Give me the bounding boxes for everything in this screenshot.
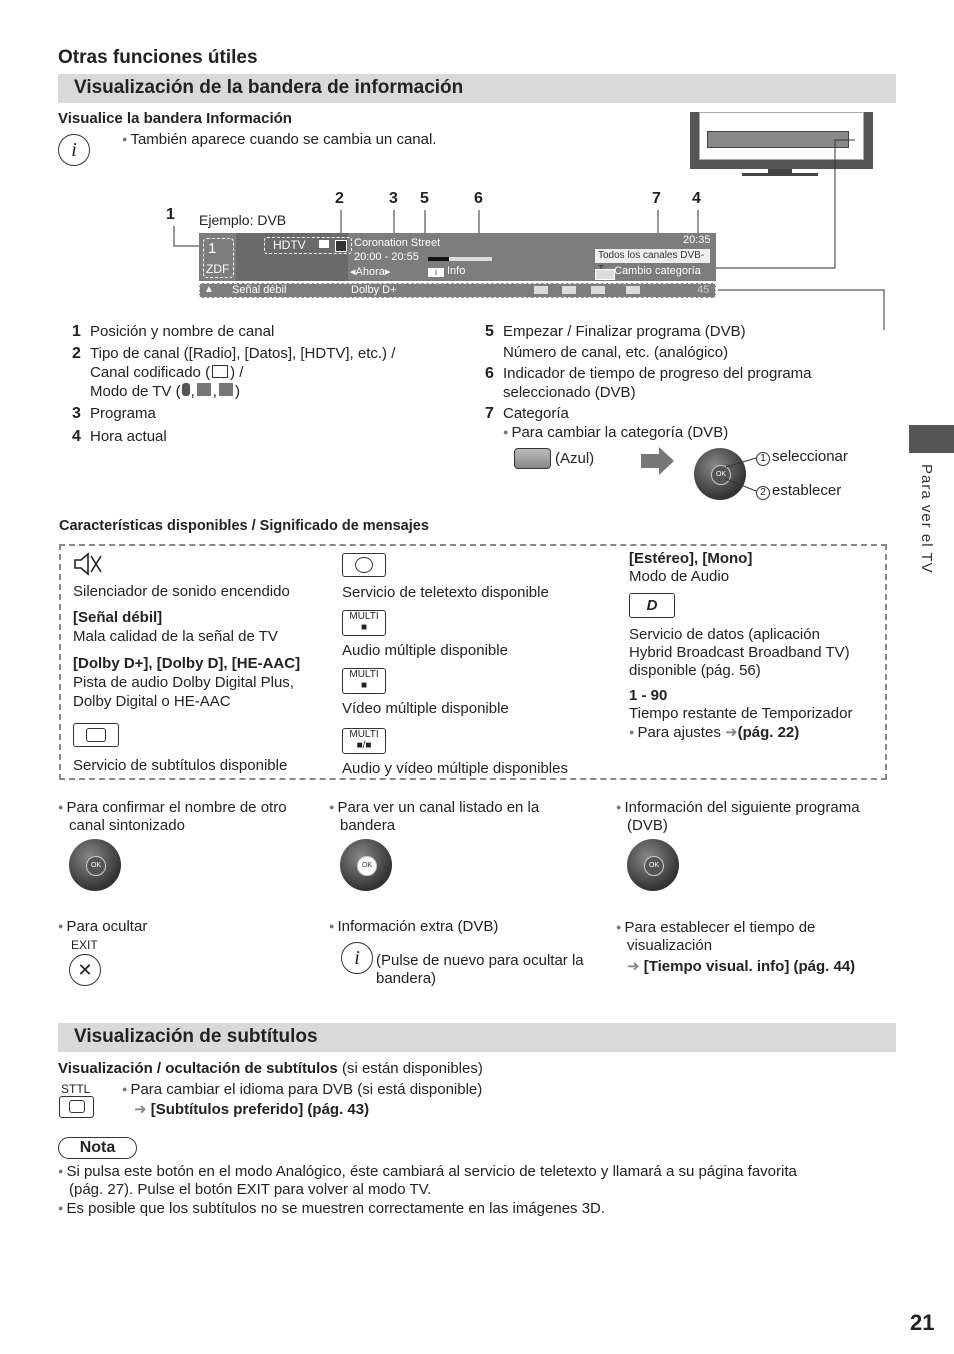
- nota-list: [58, 1162, 898, 1218]
- timer-settings-text: Para ajustes: [637, 724, 721, 741]
- info-banner: [199, 233, 716, 281]
- info-label: Info: [447, 265, 466, 277]
- tip-text: (Pulse de nuevo para ocultar la: [376, 952, 584, 969]
- list-text: Canal codificado (: [90, 364, 211, 381]
- channel-type: HDTV: [273, 238, 306, 252]
- tip-display-time: [616, 918, 896, 955]
- category-label: Todos los canales DVB-: [595, 249, 710, 263]
- info-button-icon: i: [58, 134, 90, 166]
- info-button-icon: i: [341, 942, 373, 974]
- step-text: seleccionar: [772, 448, 848, 465]
- sttl-button-icon: [59, 1096, 94, 1118]
- dolby-title: [Dolby D+], [Dolby D], [HE-AAC]: [73, 655, 301, 672]
- list-text: Posición y nombre de canal: [90, 323, 275, 340]
- tip-text: Información del siguiente programa: [624, 799, 860, 816]
- stereo-desc: Modo de Audio: [629, 568, 730, 585]
- multi-video-icon: MULTI ■: [342, 668, 386, 694]
- program-name: Coronation Street: [354, 237, 441, 249]
- section-title: Otras funciones útiles: [58, 47, 258, 68]
- sttl-label: STTL: [61, 1082, 91, 1096]
- list-item: [72, 427, 472, 446]
- subtitle-desc: Servicio de subtítulos disponible: [73, 757, 288, 774]
- weak-signal-title: [Señal débil]: [73, 609, 163, 626]
- dpad-ok-icon: [340, 839, 392, 891]
- step-set: [756, 482, 841, 500]
- list-text-line: [90, 363, 472, 382]
- tip-listed-channel: [329, 798, 589, 835]
- link-text[interactable]: [Subtítulos preferido] (pág. 43): [150, 1101, 370, 1118]
- arrow-right-icon: [641, 447, 675, 475]
- encrypted-icon: [319, 240, 329, 248]
- channel-name: ZDF: [206, 262, 230, 276]
- example-label: Ejemplo: DVB: [199, 212, 287, 228]
- multi-mini-icon: [591, 286, 605, 294]
- ok-button-icon: OK: [357, 856, 377, 876]
- left-list: [72, 322, 472, 446]
- exit-label: EXIT: [71, 938, 98, 952]
- header-bar: [58, 1023, 896, 1052]
- list-text: ,: [190, 383, 195, 400]
- timer-settings: [629, 723, 879, 742]
- clock: 20:35: [683, 234, 711, 246]
- list-text: Categoría: [503, 405, 569, 422]
- tip-text: (DVB): [627, 817, 668, 834]
- tv-mode-icon: [335, 240, 347, 252]
- nota-text: Si pulsa este botón en el modo Analógico, éste cambiará al servicio de teletexto y llamará a su página favorita: [66, 1163, 797, 1180]
- subs-link[interactable]: [134, 1100, 369, 1118]
- tip-hide: ● Para ocultar: [58, 918, 147, 935]
- stereo-title: [Estéreo], [Mono]: [629, 550, 753, 567]
- multi-av-desc: Audio y vídeo múltiple disponibles: [342, 760, 568, 777]
- mute-desc: Silenciador de sonido encendido: [73, 583, 290, 600]
- tip-extra-info: ● Información extra (DVB): [329, 918, 498, 935]
- data-desc: Servicio de datos (aplicación: [629, 626, 820, 643]
- list-item: [485, 322, 885, 362]
- info-button-mini-icon: i: [428, 268, 444, 277]
- mute-mini-icon: ▲: [204, 284, 214, 295]
- tip-text: Para ver un canal listado en la: [337, 799, 540, 816]
- tip-text: bandera): [376, 970, 437, 987]
- signal-status: Señal débil: [232, 284, 287, 296]
- callout-2: 2: [335, 190, 344, 207]
- teletext-mini-icon: [562, 286, 576, 294]
- data-service-icon: D: [629, 593, 675, 618]
- tip-text: canal sintonizado: [69, 817, 185, 834]
- subtitle-mini-icon: [534, 286, 548, 294]
- change-category: Cambio categoría: [614, 265, 701, 277]
- features-col3: [629, 550, 879, 742]
- side-tab-marker: [909, 425, 954, 453]
- arrow-icon: ➜: [725, 724, 738, 741]
- tip-extra-info-detail: [376, 952, 606, 988]
- step-select: [756, 448, 848, 466]
- tip-text: bandera: [340, 817, 396, 834]
- multi-audio-desc: Audio múltiple disponible: [342, 642, 508, 659]
- list-text: ) /: [230, 364, 244, 381]
- ok-button-icon: OK: [711, 465, 731, 485]
- radio-mode-icon: [219, 383, 233, 396]
- header-title: Visualización de subtítulos: [74, 1026, 318, 1047]
- subs-title-bold: Visualización / ocultación de subtítulos: [58, 1060, 338, 1077]
- azul-label: (Azul): [555, 450, 595, 467]
- arrow-icon: ➜: [627, 958, 640, 975]
- list-text: ,: [212, 383, 217, 400]
- list-text: Indicador de tiempo de progreso del programa: [503, 365, 812, 382]
- list-item: [485, 364, 885, 402]
- subs-title-rest: (si están disponibles): [337, 1060, 483, 1077]
- blue-button-mini-icon: [595, 269, 615, 280]
- list-text: Programa: [90, 405, 156, 422]
- timer-desc: Tiempo restante de Temporizador: [629, 705, 853, 722]
- subs-bullet: ● Para cambiar el idioma para DVB (si está disponible): [122, 1081, 482, 1098]
- subtitle-icon: [73, 723, 119, 747]
- list-number: 6: [485, 365, 494, 382]
- list-text: ● Para cambiar la categoría (DVB): [503, 423, 885, 442]
- status-strip: [199, 283, 716, 298]
- link-text[interactable]: [Tiempo visual. info] (pág. 44): [643, 958, 856, 975]
- callout-1: 1: [166, 206, 175, 223]
- multi-label: MULTI: [349, 611, 379, 622]
- blue-button-icon: [514, 448, 551, 469]
- subs-title: [58, 1060, 483, 1077]
- now-text: Ahora: [355, 266, 385, 278]
- dolby-desc: Pista de audio Dolby Digital Plus,: [73, 674, 294, 691]
- list-item: [485, 404, 885, 442]
- list-item: [72, 322, 472, 341]
- progress-fill: [428, 257, 449, 261]
- right-list: [485, 322, 885, 442]
- teletext-desc: Servicio de teletexto disponible: [342, 584, 549, 601]
- callout-3: 3: [389, 190, 398, 207]
- dpad-up-down-icon: [69, 839, 121, 891]
- encrypted-icon: [212, 365, 228, 378]
- channel-number: 1: [208, 240, 217, 257]
- side-tab-label: Para ver el TV: [918, 464, 935, 574]
- callout-7: 7: [652, 190, 661, 207]
- tip-text: Para establecer el tiempo de: [624, 919, 816, 936]
- dolby-desc: Dolby Digital o HE-AAC: [73, 693, 231, 710]
- dpad-leader-lines: [720, 455, 760, 495]
- data-desc: disponible (pág. 56): [629, 662, 761, 679]
- list-number: 7: [485, 405, 494, 422]
- multi-video-desc: Vídeo múltiple disponible: [342, 700, 509, 717]
- ok-button-icon: OK: [644, 856, 664, 876]
- tip-display-time-link[interactable]: [627, 957, 855, 975]
- page-number: 21: [910, 1310, 935, 1335]
- list-number: 3: [72, 405, 81, 422]
- mute-icon: [73, 551, 103, 577]
- tv-mode-icon: [182, 383, 190, 396]
- list-text: seleccionado (DVB): [503, 384, 636, 401]
- list-text: Modo de TV (: [90, 383, 181, 400]
- multi-label: MULTI: [349, 669, 379, 680]
- multi-av-icon: MULTI ■/■: [342, 728, 386, 754]
- nota-text: Es posible que los subtítulos no se muestren correctamente en las imágenes 3D.: [66, 1200, 606, 1217]
- list-item: [72, 404, 472, 423]
- tip-text: Para confirmar el nombre de otro: [66, 799, 287, 816]
- list-text: Número de canal, etc. (analógico): [503, 344, 729, 361]
- multi-label: MULTI: [349, 729, 379, 740]
- features-col2: [342, 553, 612, 778]
- list-number: 5: [485, 323, 494, 340]
- now-label: ◂Ahora▸: [350, 266, 391, 278]
- exit-button-icon: ✕: [69, 954, 101, 986]
- nota-label: Nota: [58, 1137, 137, 1159]
- timer-title: 1 - 90: [629, 687, 668, 704]
- intro-note: ● También aparece cuando se cambia un canal.: [122, 131, 436, 148]
- callout-4: 4: [692, 190, 701, 207]
- list-number: 2: [72, 345, 81, 362]
- list-text: Hora actual: [90, 428, 167, 445]
- callout-5: 5: [420, 190, 429, 207]
- list-number: 1: [72, 323, 81, 340]
- multi-audio-icon: MULTI ■: [342, 610, 386, 636]
- audio-status: Dolby D+: [351, 284, 397, 296]
- features-title: Características disponibles / Significado de mensajes: [59, 518, 429, 534]
- nota-item: [58, 1199, 898, 1218]
- ok-button-icon: OK: [86, 856, 106, 876]
- step-number: 1: [756, 452, 770, 466]
- list-text: Empezar / Finalizar programa (DVB): [503, 323, 746, 340]
- list-text: ): [234, 383, 240, 400]
- step-text: establecer: [772, 482, 842, 499]
- channel-type-box: [264, 237, 352, 254]
- progress-track: [428, 257, 492, 261]
- nota-text: (pág. 27). Pulse el botón EXIT para volver al modo TV.: [69, 1181, 432, 1198]
- list-text-line: [90, 382, 472, 401]
- list-number: 4: [72, 428, 81, 445]
- header-title: Visualización de la bandera de información: [74, 77, 464, 98]
- step-number: 2: [756, 486, 770, 500]
- tip-next-program: [616, 798, 896, 835]
- data-mini-icon: [626, 286, 640, 294]
- features-col1: [73, 551, 333, 775]
- data-desc: Hybrid Broadcast Broadband TV): [629, 644, 850, 661]
- tip-other-channel: [58, 798, 318, 835]
- list-item: [72, 344, 472, 401]
- dpad-right-icon: [627, 839, 679, 891]
- list-text: Tipo de canal ([Radio], [Datos], [HDTV], etc.) /: [90, 345, 396, 362]
- arrow-icon: ➜: [134, 1101, 147, 1118]
- timer-page-link[interactable]: (pág. 22): [737, 724, 800, 741]
- data-mode-icon: [197, 383, 211, 396]
- teletext-icon: [342, 553, 386, 577]
- weak-signal-desc: Mala calidad de la señal de TV: [73, 628, 278, 645]
- intro-title: Visualice la bandera Información: [58, 110, 292, 127]
- callout-6: 6: [474, 190, 483, 207]
- tip-text: visualización: [627, 937, 713, 954]
- channel-position-box: [203, 238, 234, 278]
- timer-status: 45: [697, 284, 710, 296]
- nota-item: [58, 1162, 898, 1199]
- program-time: 20:00 - 20:55: [354, 251, 419, 263]
